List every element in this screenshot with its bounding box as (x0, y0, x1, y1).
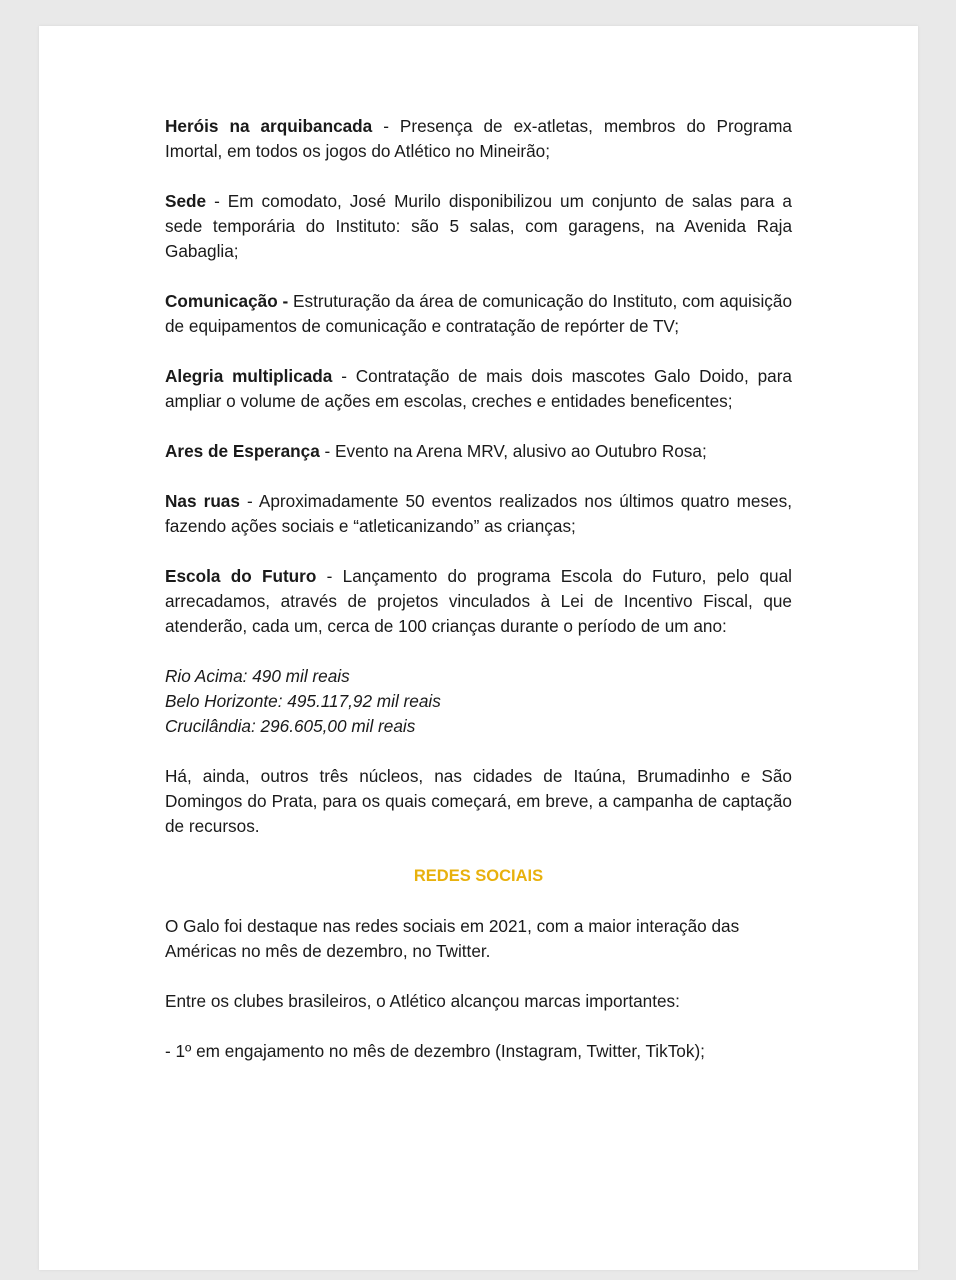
funding-item: Crucilândia: 296.605,00 mil reais (165, 716, 416, 736)
item-title: Heróis na arquibancada (165, 116, 373, 136)
other-nuclei-paragraph: Há, ainda, outros três núcleos, nas cidades de Itaúna, Brumadinho e São Domingos do Prata, para os quais começará, em breve, a campanha de captação de recursos. (165, 766, 792, 836)
item-sede (165, 189, 792, 264)
item-herois (165, 114, 792, 164)
item-text: Estruturação da área de comunicação do Instituto, com aquisição de equipamentos de comunicação e contratação de repórter de TV; (165, 291, 792, 336)
item-alegria (165, 364, 792, 414)
item-text: - Lançamento do programa Escola do Futuro, pelo qual arrecadamos, através de projetos vinculados à Lei de Incentivo Fiscal, que atenderão, cada um, cerca de 100 crianças durante o período de um ano: (165, 566, 792, 636)
item-title: Escola do Futuro (165, 566, 317, 586)
funding-item: Rio Acima: 490 mil reais (165, 666, 350, 686)
item-text: - Aproximadamente 50 eventos realizados nos últimos quatro meses, fazendo ações sociais e “atleticanizando” as crianças; (165, 491, 792, 536)
social-bullet: - 1º em engajamento no mês de dezembro (Instagram, Twitter, TikTok); (165, 1041, 705, 1061)
item-nas-ruas (165, 489, 792, 539)
item-title: Sede (165, 191, 207, 211)
item-text: - Evento na Arena MRV, alusivo ao Outubro Rosa; (319, 441, 707, 461)
item-text: - Contratação de mais dois mascotes Galo Doido, para ampliar o volume de ações em escolas, creches e entidades beneficentes; (165, 366, 792, 411)
item-text: - Em comodato, José Murilo disponibilizou um conjunto de salas para a sede temporária do Instituto: são 5 salas, com garagens, na Avenida Raja Gabaglia; (165, 191, 792, 261)
item-title: Ares de Esperança (165, 441, 320, 461)
item-ares (165, 439, 792, 464)
item-comunicacao (165, 289, 792, 339)
document-page (39, 26, 918, 1270)
social-intro-paragraph: O Galo foi destaque nas redes sociais em 2021, com a maior interação das Américas no mês de dezembro, no Twitter. (165, 916, 740, 961)
social-clubs-paragraph: Entre os clubes brasileiros, o Atlético alcançou marcas importantes: (165, 991, 680, 1011)
funding-list (165, 664, 792, 739)
item-title: Alegria multiplicada (165, 366, 333, 386)
item-title: Comunicação - (165, 291, 289, 311)
funding-item: Belo Horizonte: 495.117,92 mil reais (165, 691, 441, 711)
item-text: - Presença de ex-atletas, membros do Programa Imortal, em todos os jogos do Atlético no Mineirão; (165, 116, 792, 161)
item-title: Nas ruas (165, 491, 240, 511)
item-escola (165, 564, 792, 639)
section-title: REDES SOCIAIS (413, 867, 544, 885)
document-body (165, 114, 792, 1089)
